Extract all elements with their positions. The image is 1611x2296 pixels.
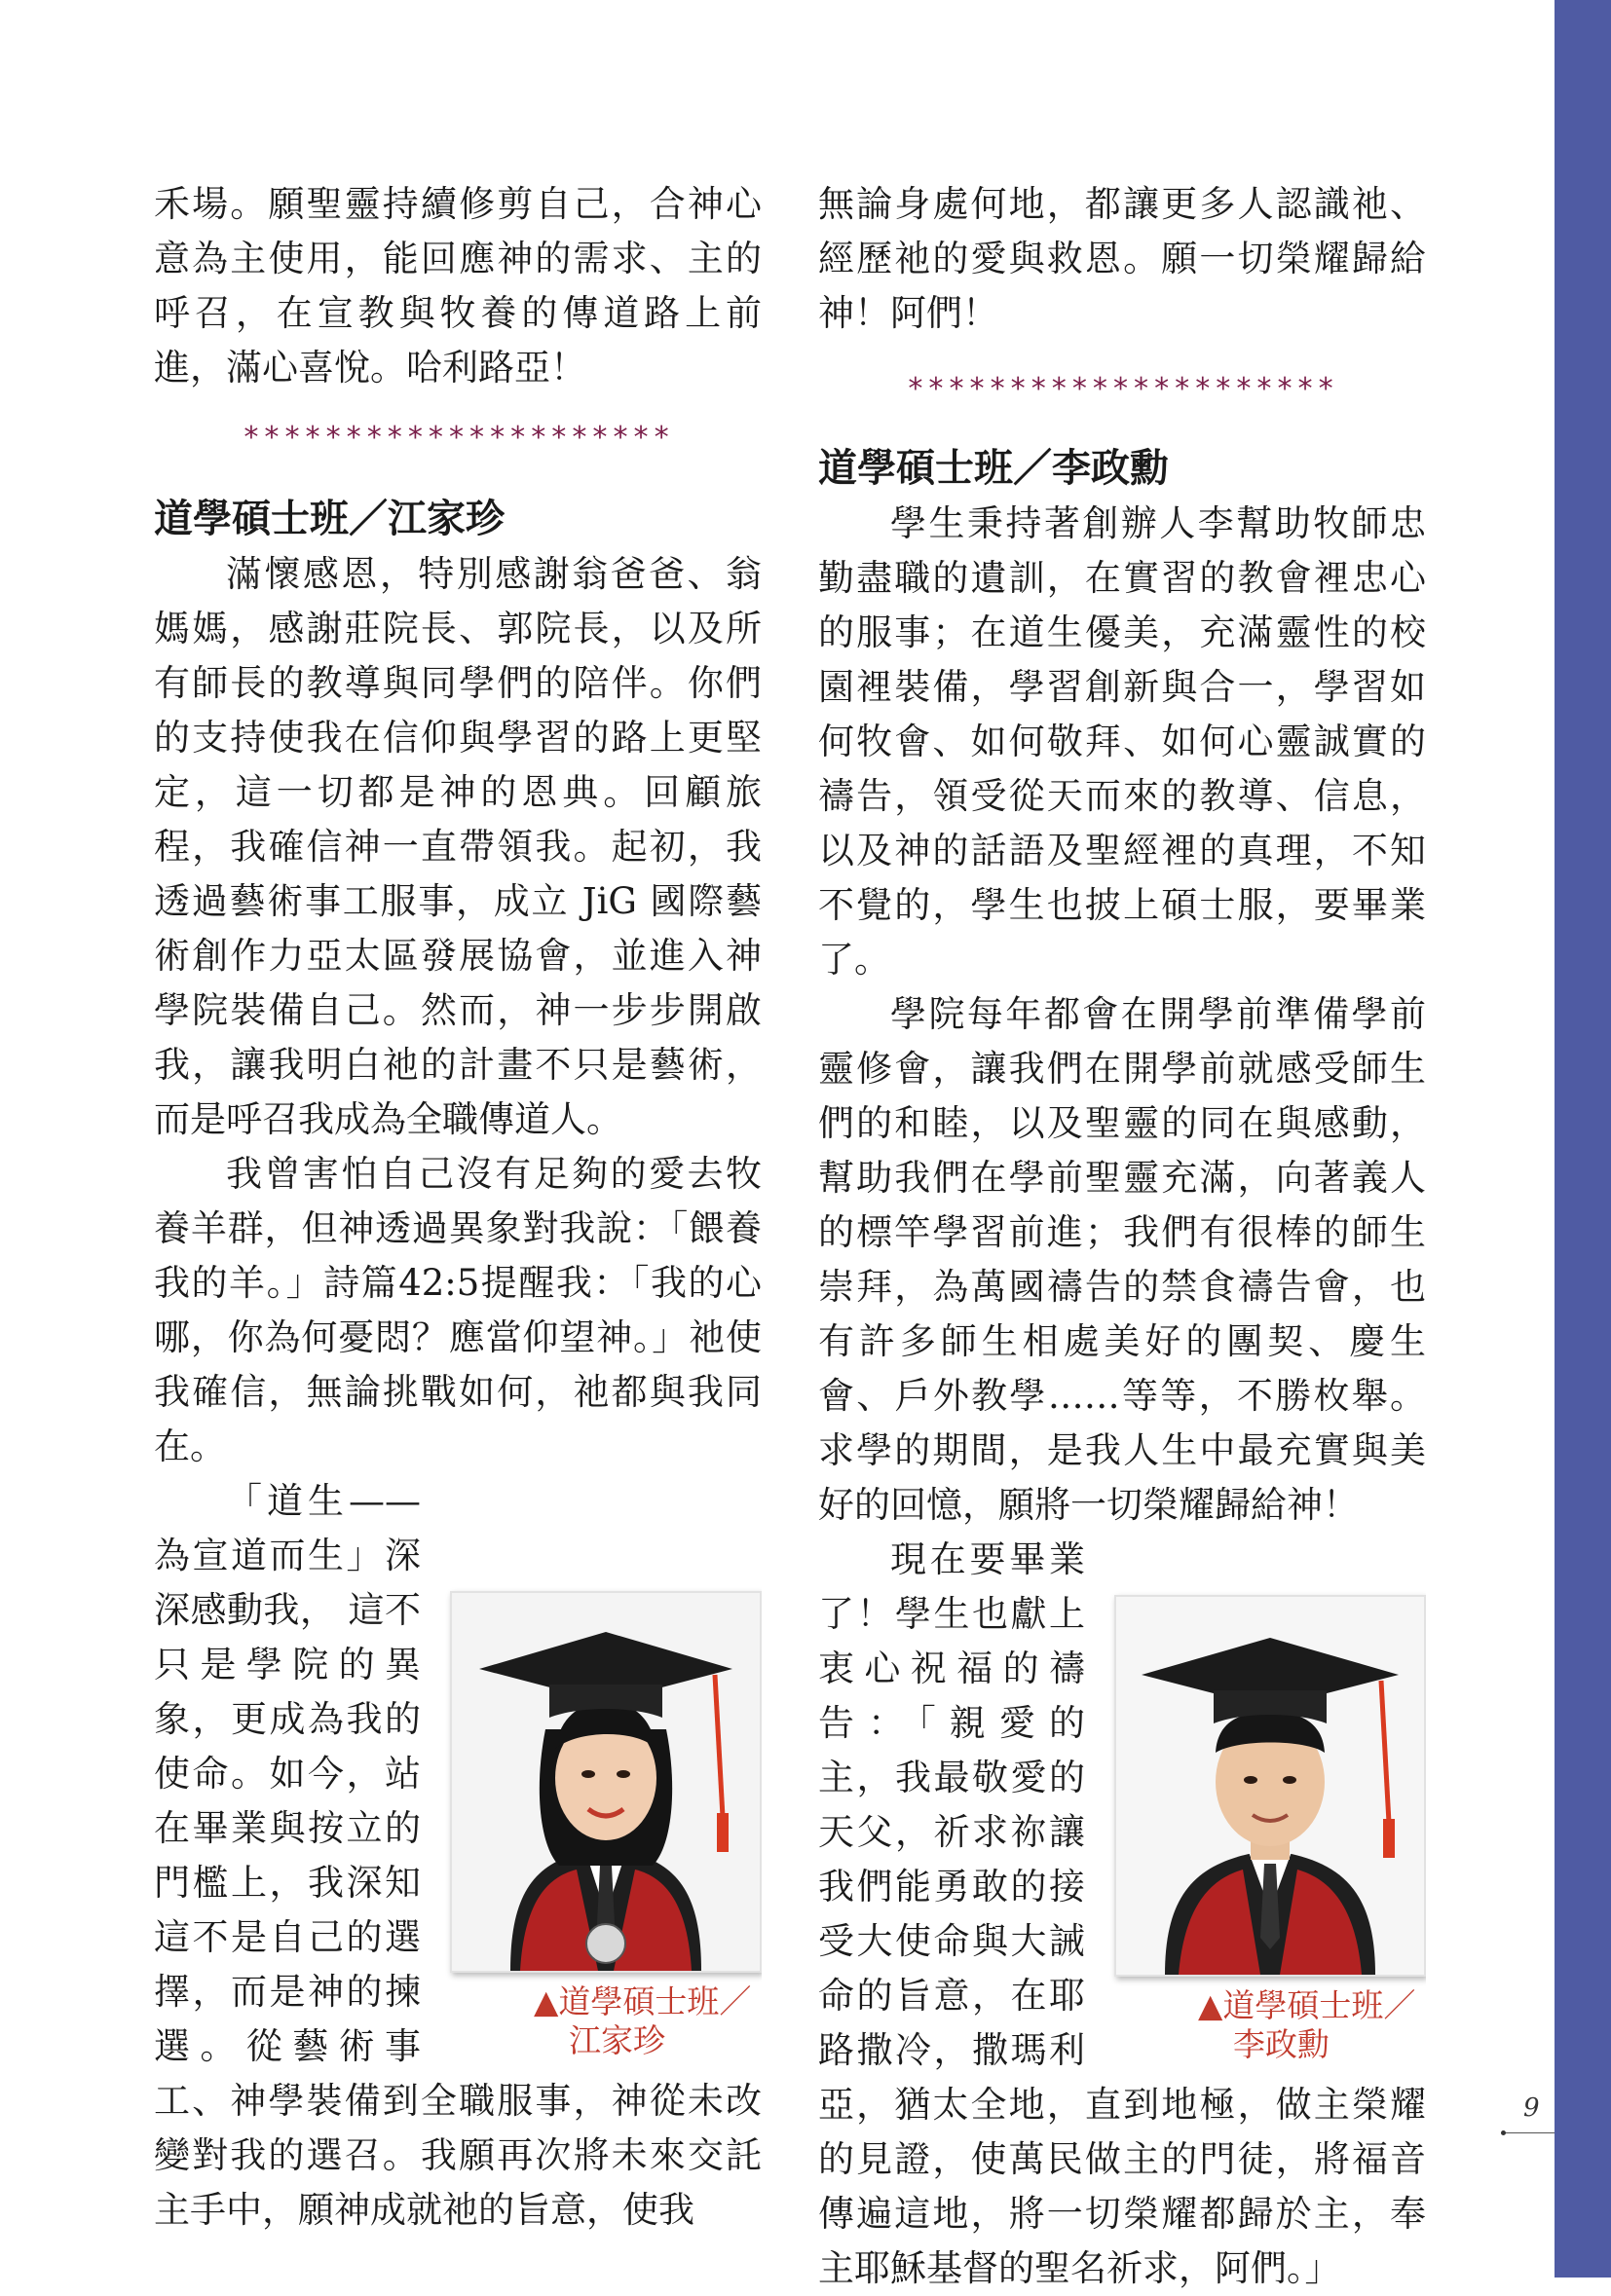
left-caption-line-1: ▲道學碩士班／ — [534, 1982, 752, 2020]
left-paragraph-2: 我曾害怕自己沒有足夠的愛去牧養羊群，但神透過異象對我說：「餵養我的羊。」詩篇42:5提醒我：「我的心哪，你為何憂悶？應當仰望神。」祂使我確信，無論挑戰如何，祂都與我同在。 — [154, 1153, 762, 1467]
right-intro-paragraph: 無論身處何地，都讓更多人認識祂、經歷祂的愛與救恩。願一切榮耀歸給神！阿們！ — [818, 183, 1426, 334]
left-paragraph-1: 滿懷感恩，特別感謝翁爸爸、翁媽媽，感謝莊院長、郭院長，以及所有師長的教導與同學們的陪伴。你們的支持使我在信仰與學習的路上更堅定，這一切都是神的恩典。回顧旅程，我確信神一直帶領我。起初，我透過藝術事工服事，成立 JiG 國際藝術創作力亞太區發展協會，並進入神學院裝備自己。然而，神一步步開啟我，讓我明白祂的計畫不只是藝術，而是呼召我成為全職傳道人。 — [154, 553, 762, 1140]
right-paragraph-2: 學院每年都會在開學前準備學前靈修會，讓我們在開學前就感受師生們的和睦，以及聖靈的同在與感動，幫助我們在學前聖靈充滿，向著義人的標竿學習前進；我們有很棒的師生崇拜，為萬國禱告的禁食禱告會，也有許多師生相處美好的團契、慶生會、戶外教學……等等，不勝枚舉。求學的期間，是我人生中最充實與美好的回憶，願將一切榮耀歸給神！ — [818, 993, 1426, 1526]
right-paragraph-1: 學生秉持著創辦人李幫助牧師忠勤盡職的遺訓，在實習的教會裡忠心的服事；在道生優美，充滿靈性的校園裡裝備，學習創新與合一，學習如何牧會、如何敬拜、如何心靈誠實的禱告，領受從天而來的教導、信息，以及神的話語及聖經裡的真理，不知不覺的，學生也披上碩士服，要畢業了。 — [818, 502, 1426, 981]
graduate-portrait-illustration — [1116, 1597, 1424, 1975]
left-paragraph-3-text: 「道生——為宣道而生」深深感動我， 這不只是學院的異象，更成為我的使命。如今，站在畢業與按立的門檻上，我深知這不是自己的選擇，而是神的揀選。從藝術事工、神學裝備到全職服事，神從未改變對我的選召。我願再次將未來交託主手中，願神成就祂的旨意，使我 — [154, 1480, 762, 2231]
right-caption-line-1: ▲道學碩士班／ — [1198, 1986, 1416, 2024]
left-caption-line-2: 江家珍 — [569, 2021, 665, 2059]
page-number-rule — [1504, 2132, 1555, 2133]
right-column — [818, 177, 1426, 2296]
left-column — [154, 177, 762, 2238]
right-paragraph-3 — [818, 1533, 1426, 2296]
left-intro-paragraph: 禾場。願聖靈持續修剪自己，合神心意為主使用，能回應神的需求、主的呼召，在宣教與牧養的傳道路上前進，滿心喜悅。哈利路亞！ — [154, 183, 762, 389]
page-number: 9 — [1523, 2093, 1540, 2123]
right-caption-line-2: 李政勳 — [1233, 2025, 1330, 2063]
left-paragraph-3 — [154, 1474, 762, 2238]
graduate-portrait-illustration — [452, 1593, 760, 1971]
left-separator: ********************* — [242, 421, 674, 455]
right-figure — [1114, 1595, 1426, 2064]
graduate-photo-female — [450, 1591, 762, 1973]
right-separator: ********************* — [906, 372, 1338, 406]
right-section-heading: 道學碩士班／李政勳 — [818, 446, 1169, 491]
left-figure — [450, 1591, 762, 2060]
right-figure-wrap — [818, 1533, 1426, 2296]
graduate-photo-male — [1114, 1595, 1426, 1977]
page-number-dot — [1501, 2130, 1506, 2135]
left-photo-caption — [450, 1982, 762, 2060]
right-photo-caption — [1114, 1986, 1426, 2064]
side-color-band — [1555, 0, 1611, 2277]
right-paragraph-3-text: 現在要畢業了！學生也獻上衷心祝福的禱告：「親愛的主，我最敬愛的天父，祈求祢讓我們能勇敢的接受大使命與大誡命的旨意，在耶路撒冷，撒瑪利亞，猶太全地，直到地極，做主榮耀的見證，使萬民做主的門徒，將福音傳遍這地，將一切榮耀都歸於主，奉主耶穌基督的聖名祈求，阿們。」 — [818, 1538, 1426, 2289]
left-figure-wrap — [154, 1474, 762, 2238]
left-section-heading: 道學碩士班／江家珍 — [154, 497, 505, 541]
